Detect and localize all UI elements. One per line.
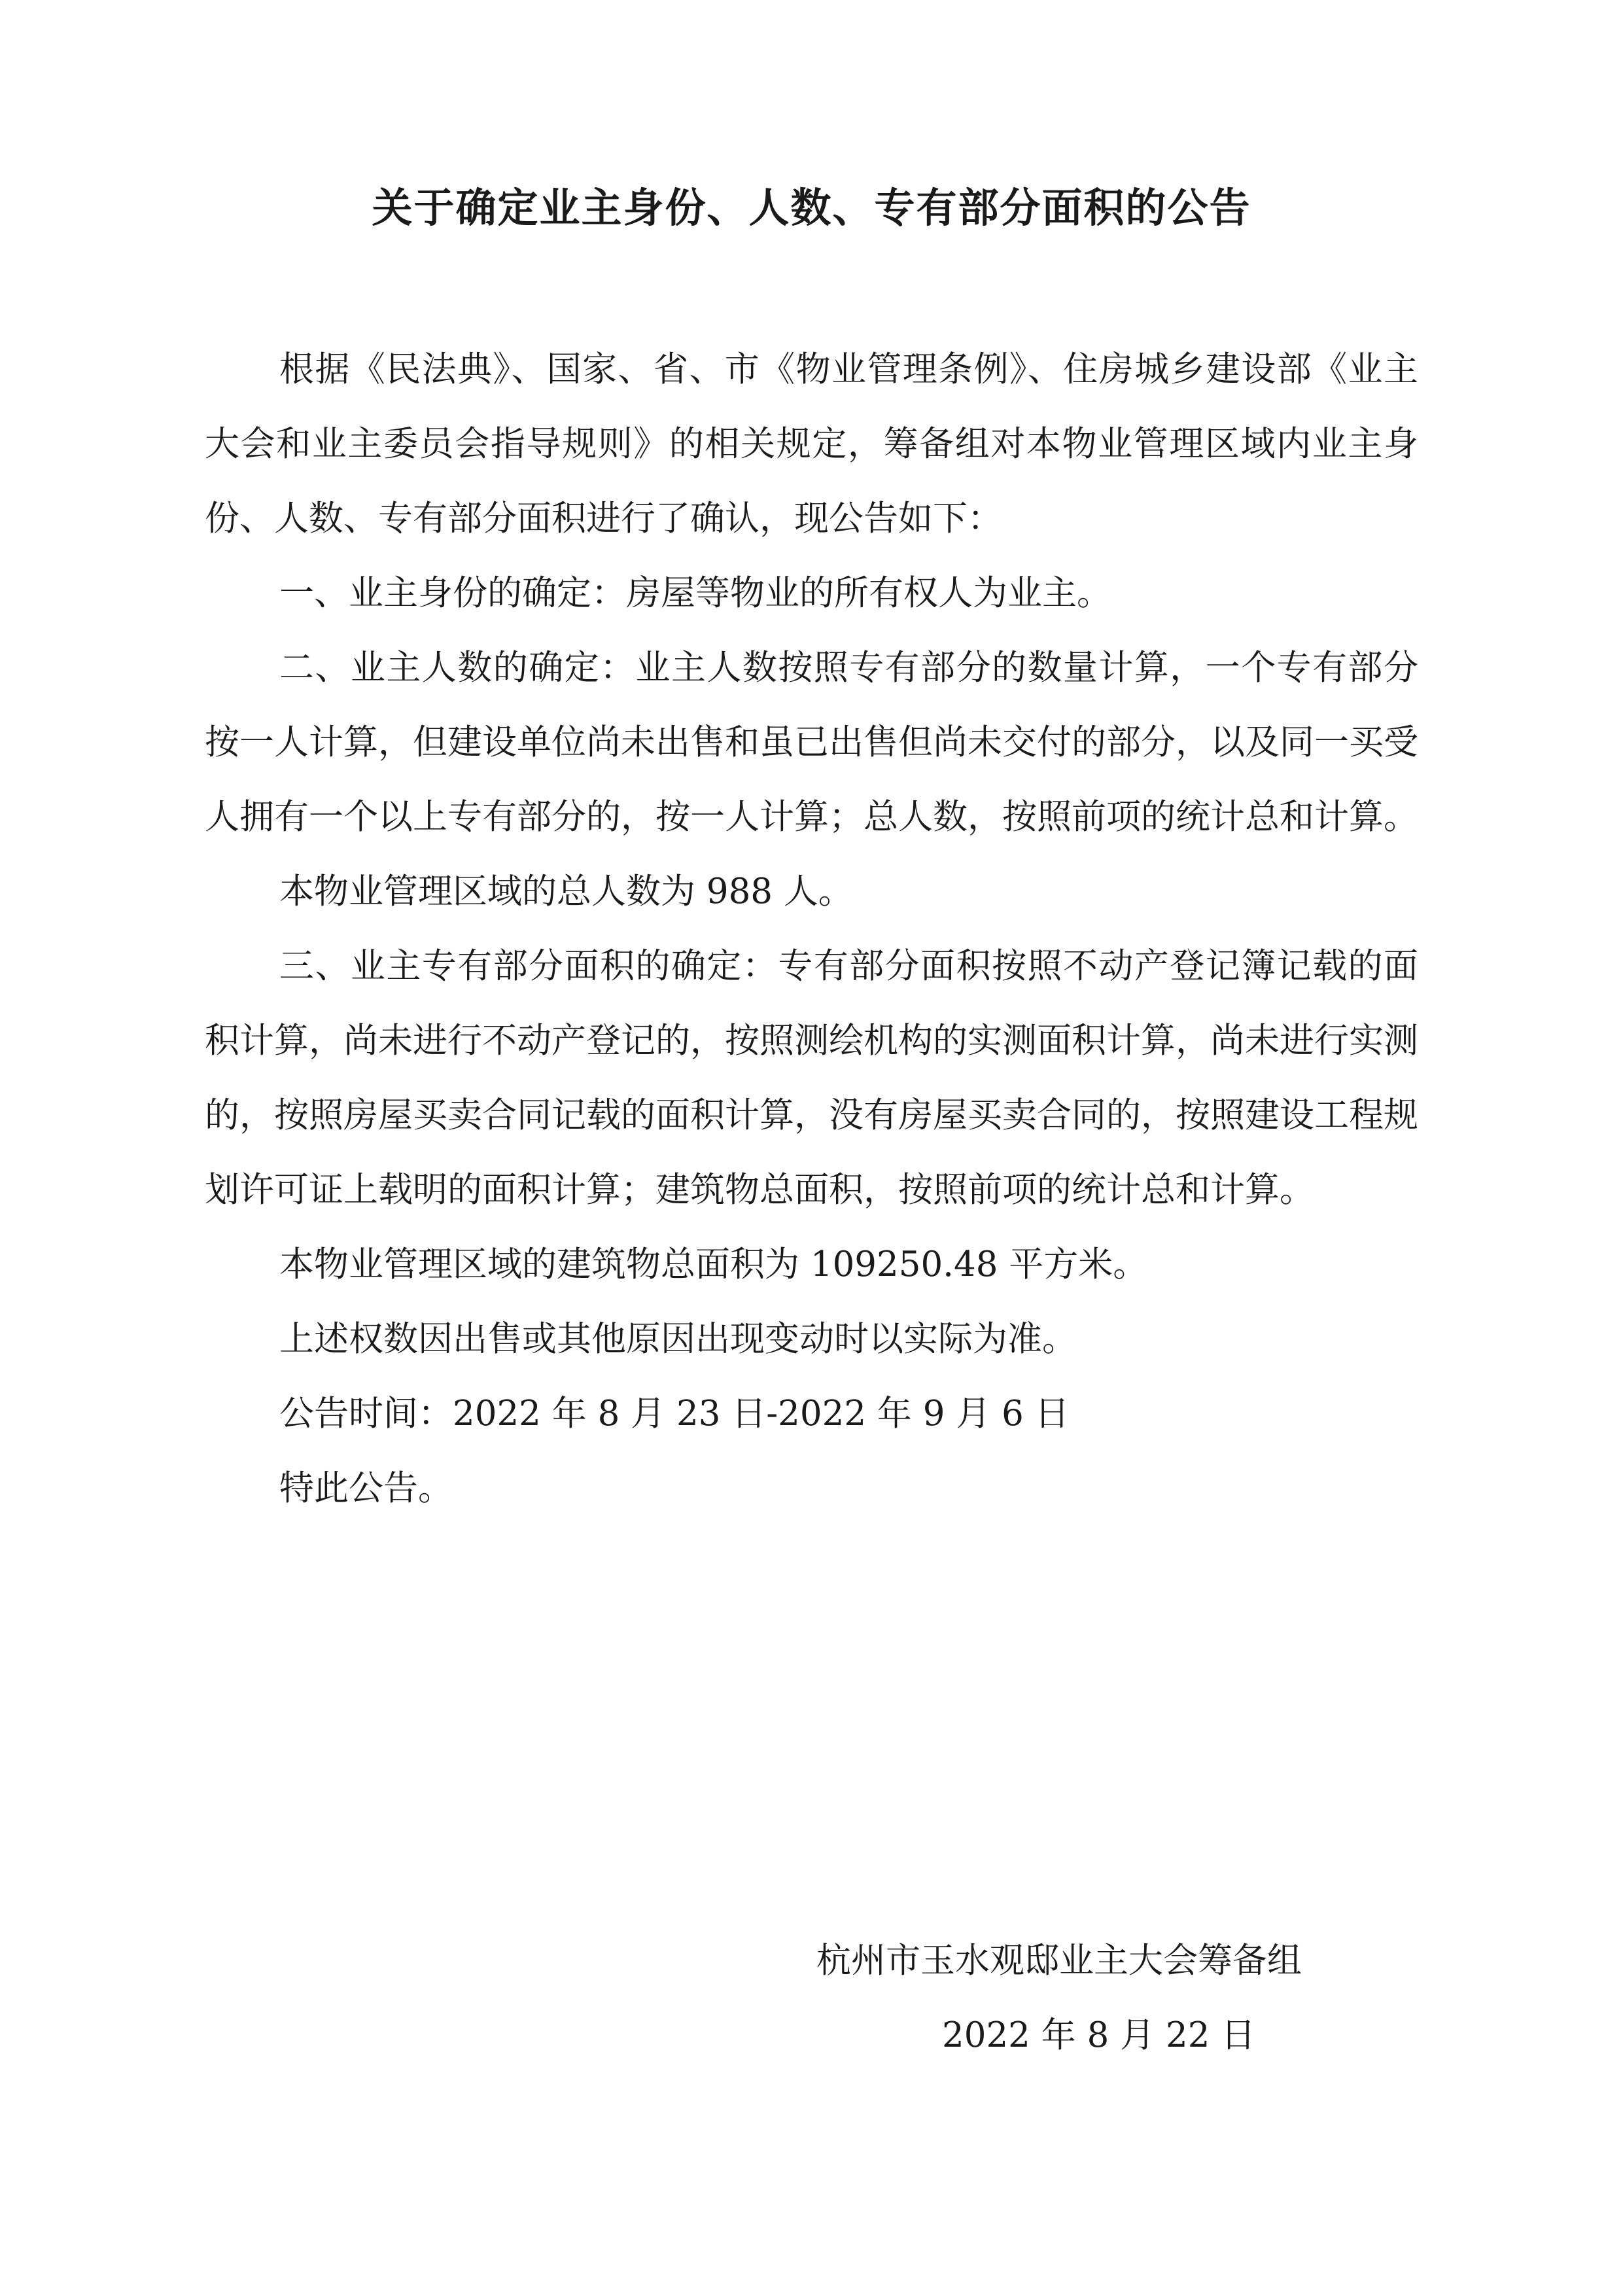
paragraph-total-owners: 本物业管理区域的总人数为 988 人。 <box>279 872 853 911</box>
paragraph-total-area: 本物业管理区域的建筑物总面积为 109250.48 平方米。 <box>279 1245 1148 1284</box>
paragraph-notice-period: 公告时间：2022 年 8 月 23 日-2022 年 9 月 6 日 <box>279 1394 1070 1434</box>
paragraph-closing: 特此公告。 <box>279 1468 453 1508</box>
signature-organization: 杭州市玉水观邸业主大会筹备组 <box>816 1941 1302 1981</box>
paragraph-intro: 根据《民法典》、国家、省、市《物业管理条例》、住房城乡建设部《业主大会和业主委员会指导规则》的相关规定，筹备组对本物业管理区域内业主身份、人数、专有部分面积进行了确认，现公告如下： <box>205 349 1418 539</box>
signature-date: 2022 年 8 月 22 日 <box>942 2015 1256 2055</box>
document-body <box>205 332 1418 1526</box>
document-title: 关于确定业主身份、人数、专有部分面积的公告 <box>372 184 1251 232</box>
paragraph-owner-count-rule: 二、业主人数的确定：业主人数按照专有部分的数量计算，一个专有部分按一人计算，但建设单位尚未出售和虽已出售但尚未交付的部分，以及同一买受人拥有一个以上专有部分的，按一人计算；总人数，按照前项的统计总和计算。 <box>205 648 1418 837</box>
paragraph-owner-identity: 一、业主身份的确定：房屋等物业的所有权人为业主。 <box>279 573 1111 613</box>
paragraph-area-rule: 三、业主专有部分面积的确定：专有部分面积按照不动产登记簿记载的面积计算，尚未进行不动产登记的，按照测绘机构的实测面积计算，尚未进行实测的，按照房屋买卖合同记载的面积计算，没有房屋买卖合同的，按照建设工程规划许可证上载明的面积计算；建筑物总面积，按照前项的统计总和计算。 <box>205 946 1418 1210</box>
paragraph-changes-note: 上述权数因出售或其他原因出现变动时以实际为准。 <box>279 1319 1077 1359</box>
